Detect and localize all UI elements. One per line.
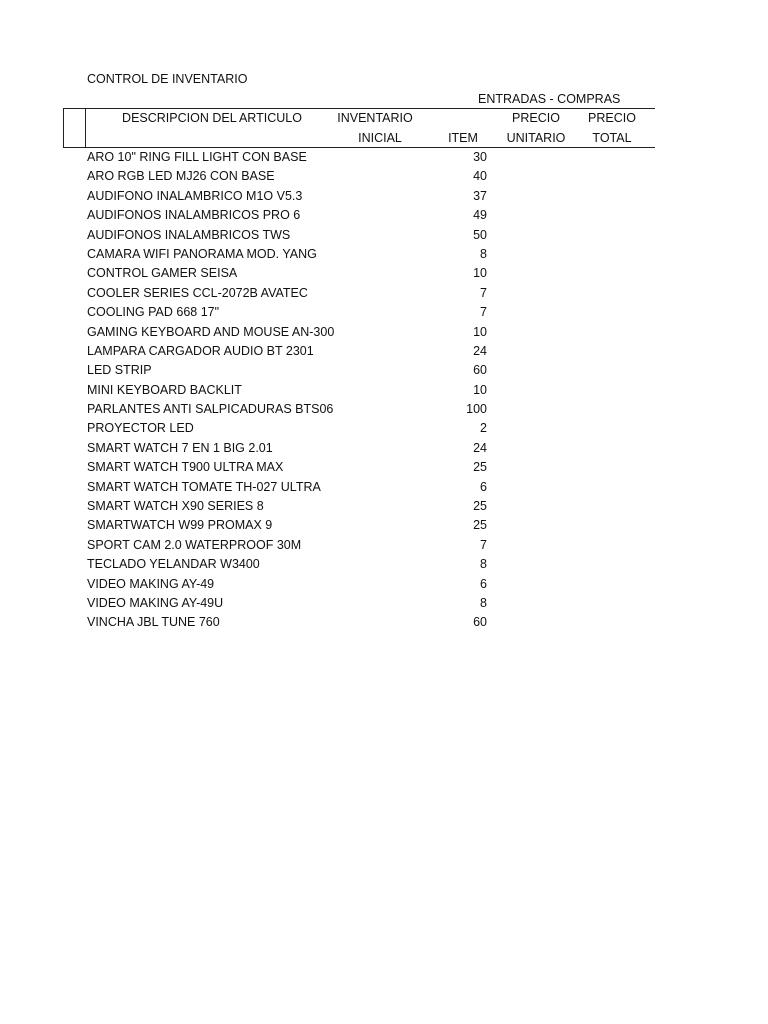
row-description: VIDEO MAKING AY-49 bbox=[87, 576, 215, 591]
table-row bbox=[87, 206, 507, 225]
table-row bbox=[87, 594, 507, 613]
row-description: TECLADO YELANDAR W3400 bbox=[87, 557, 260, 572]
header-precio-total-line2: TOTAL bbox=[592, 131, 632, 145]
header-inventario-line1: INVENTARIO bbox=[337, 111, 413, 125]
row-description: LAMPARA CARGADOR AUDIO BT 2301 bbox=[87, 343, 314, 358]
table-row bbox=[87, 458, 507, 477]
row-description: SMART WATCH X90 SERIES 8 bbox=[87, 499, 264, 514]
table-row bbox=[87, 226, 507, 245]
row-quantity: 25 bbox=[473, 518, 487, 533]
table-row bbox=[87, 613, 507, 632]
row-quantity: 7 bbox=[480, 537, 487, 552]
table-row bbox=[87, 361, 507, 380]
row-description: SMART WATCH 7 EN 1 BIG 2.01 bbox=[87, 440, 273, 455]
table-row bbox=[87, 478, 507, 497]
row-description: AUDIFONOS INALAMBRICOS TWS bbox=[87, 227, 291, 242]
row-quantity: 25 bbox=[473, 499, 487, 514]
row-description: SPORT CAM 2.0 WATERPROOF 30M bbox=[87, 537, 302, 552]
row-description: AUDIFONOS INALAMBRICOS PRO 6 bbox=[87, 208, 301, 223]
row-quantity: 25 bbox=[473, 460, 487, 475]
row-quantity: 10 bbox=[473, 324, 487, 339]
row-quantity: 24 bbox=[473, 440, 487, 455]
row-description: SMART WATCH T900 ULTRA MAX bbox=[87, 460, 284, 475]
table-row bbox=[87, 555, 507, 574]
row-description: COOLING PAD 668 17" bbox=[87, 305, 220, 320]
row-description: LED STRIP bbox=[87, 363, 152, 378]
table-row bbox=[87, 419, 507, 438]
row-quantity: 40 bbox=[473, 169, 487, 184]
row-description: ARO 10" RING FILL LIGHT CON BASE bbox=[87, 150, 307, 164]
header-item: ITEM bbox=[448, 131, 478, 145]
table-row bbox=[87, 167, 507, 186]
row-description: CAMARA WIFI PANORAMA MOD. YANG bbox=[87, 246, 317, 261]
group-header-entradas-compras: ENTRADAS - COMPRAS bbox=[478, 92, 621, 106]
row-quantity: 10 bbox=[473, 266, 487, 281]
table-row bbox=[87, 381, 507, 400]
row-quantity: 8 bbox=[480, 246, 487, 261]
row-description: PARLANTES ANTI SALPICADURAS BTS06 bbox=[87, 402, 334, 417]
table-row bbox=[87, 264, 507, 283]
row-quantity: 60 bbox=[473, 615, 487, 630]
header-precio-unitario-line2: UNITARIO bbox=[506, 131, 566, 145]
row-quantity: 6 bbox=[480, 479, 487, 494]
inventory-table-body bbox=[87, 148, 507, 633]
table-row bbox=[87, 575, 507, 594]
table-row bbox=[87, 187, 507, 206]
row-quantity: 24 bbox=[473, 343, 487, 358]
header-inventario-line2: INICIAL bbox=[358, 131, 402, 145]
row-quantity: 37 bbox=[473, 188, 487, 203]
table-column-divider bbox=[85, 108, 86, 148]
row-description: VIDEO MAKING AY-49U bbox=[87, 595, 224, 610]
table-row bbox=[87, 536, 507, 555]
table-row bbox=[87, 342, 507, 361]
row-quantity: 50 bbox=[473, 227, 487, 242]
row-quantity: 7 bbox=[480, 285, 487, 300]
table-row bbox=[87, 439, 507, 458]
row-description: VINCHA JBL TUNE 760 bbox=[87, 615, 220, 630]
row-quantity: 49 bbox=[473, 208, 487, 223]
row-description: GAMING KEYBOARD AND MOUSE AN-300 bbox=[87, 324, 335, 339]
row-quantity: 8 bbox=[480, 557, 487, 572]
table-row bbox=[87, 148, 507, 167]
row-quantity: 8 bbox=[480, 595, 487, 610]
row-description: ARO RGB LED MJ26 CON BASE bbox=[87, 169, 275, 184]
row-quantity: 6 bbox=[480, 576, 487, 591]
row-description: PROYECTOR LED bbox=[87, 421, 194, 436]
row-quantity: 7 bbox=[480, 305, 487, 320]
table-left-border bbox=[63, 108, 64, 148]
table-row bbox=[87, 284, 507, 303]
row-description: AUDIFONO INALAMBRICO M1O V5.3 bbox=[87, 188, 303, 203]
table-row bbox=[87, 516, 507, 535]
header-precio-total-line1: PRECIO bbox=[588, 111, 636, 125]
table-row bbox=[87, 303, 507, 322]
row-description: CONTROL GAMER SEISA bbox=[87, 266, 238, 281]
row-description: SMART WATCH TOMATE TH-027 ULTRA bbox=[87, 479, 321, 494]
header-precio-unitario-line1: PRECIO bbox=[512, 111, 560, 125]
table-row bbox=[87, 497, 507, 516]
row-quantity: 2 bbox=[480, 421, 487, 436]
table-row bbox=[87, 245, 507, 264]
table-row bbox=[87, 323, 507, 342]
table-top-border bbox=[63, 108, 655, 109]
row-description: MINI KEYBOARD BACKLIT bbox=[87, 382, 242, 397]
row-description: SMARTWATCH W99 PROMAX 9 bbox=[87, 518, 273, 533]
row-quantity: 60 bbox=[473, 363, 487, 378]
row-quantity: 30 bbox=[473, 150, 487, 164]
header-descripcion: DESCRIPCION DEL ARTICULO bbox=[122, 111, 302, 125]
row-quantity: 100 bbox=[466, 402, 487, 417]
page-title: CONTROL DE INVENTARIO bbox=[87, 72, 248, 86]
row-quantity: 10 bbox=[473, 382, 487, 397]
table-row bbox=[87, 400, 507, 419]
row-description: COOLER SERIES CCL-2072B AVATEC bbox=[87, 285, 308, 300]
